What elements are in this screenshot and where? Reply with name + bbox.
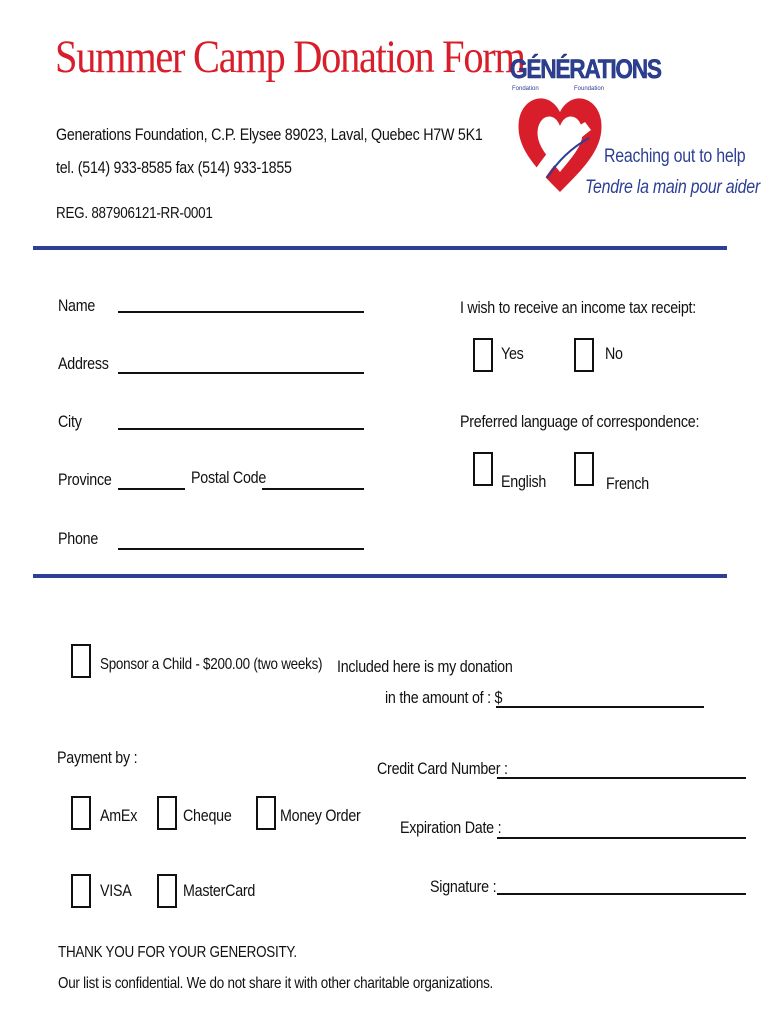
privacy-statement: Our list is confidential. We do not share it with other charitable organizations. <box>58 975 494 992</box>
donation-label-line2: in the amount of : $ <box>385 688 503 707</box>
visa-label: VISA <box>100 881 132 900</box>
city-field[interactable] <box>118 428 364 430</box>
receipt-no-checkbox[interactable] <box>574 338 594 372</box>
name-label: Name <box>58 296 96 315</box>
cheque-label: Cheque <box>183 806 232 825</box>
mastercard-label: MasterCard <box>183 881 256 900</box>
mastercard-checkbox[interactable] <box>157 874 177 908</box>
donation-amount-field[interactable] <box>496 706 704 708</box>
name-field[interactable] <box>118 311 364 313</box>
city-label: City <box>58 412 82 431</box>
logo-wordmark: GÉNÉRATIONS <box>510 54 661 84</box>
receipt-yes-label: Yes <box>501 344 524 363</box>
sponsor-child-label: Sponsor a Child - $200.00 (two weeks) <box>100 656 323 673</box>
slogan-french: Tendre la main pour aider <box>585 177 760 198</box>
language-question: Preferred language of correspondence: <box>460 412 700 431</box>
credit-card-field[interactable] <box>497 777 746 779</box>
logo-sub-right: Foundation <box>574 86 605 92</box>
money-order-label: Money Order <box>280 806 361 825</box>
donation-label-line1: Included here is my donation <box>337 657 513 676</box>
postal-code-label: Postal Code <box>191 468 267 487</box>
phone-fax: tel. (514) 933-8585 fax (514) 933-1855 <box>56 158 292 177</box>
foundation-address: Generations Foundation, C.P. Elysee 89023, Laval, Quebec H7W 5K1 <box>56 125 483 144</box>
amex-label: AmEx <box>100 806 138 825</box>
slogan-english: Reaching out to help <box>604 146 746 167</box>
postal-code-field[interactable] <box>262 488 364 490</box>
address-label: Address <box>58 354 109 373</box>
credit-card-label: Credit Card Number : <box>377 759 508 778</box>
amex-checkbox[interactable] <box>71 796 91 830</box>
expiration-label: Expiration Date : <box>400 818 502 837</box>
receipt-no-label: No <box>605 344 623 363</box>
expiration-field[interactable] <box>497 837 746 839</box>
signature-label: Signature : <box>430 877 497 896</box>
address-field[interactable] <box>118 372 364 374</box>
divider-top <box>33 246 727 250</box>
tax-receipt-question: I wish to receive an income tax receipt: <box>460 298 696 317</box>
cheque-checkbox[interactable] <box>157 796 177 830</box>
french-checkbox[interactable] <box>574 452 594 486</box>
province-label: Province <box>58 470 112 489</box>
english-checkbox[interactable] <box>473 452 493 486</box>
phone-label: Phone <box>58 529 99 548</box>
payment-by-label: Payment by : <box>57 748 138 767</box>
visa-checkbox[interactable] <box>71 874 91 908</box>
form-title: Summer Camp Donation Form <box>55 31 525 83</box>
signature-field[interactable] <box>497 893 746 895</box>
french-label: French <box>606 474 649 493</box>
province-field[interactable] <box>118 488 185 490</box>
phone-field[interactable] <box>118 548 364 550</box>
sponsor-child-checkbox[interactable] <box>71 644 91 678</box>
english-label: English <box>501 472 547 491</box>
receipt-yes-checkbox[interactable] <box>473 338 493 372</box>
money-order-checkbox[interactable] <box>256 796 276 830</box>
logo-sub-left: Fondation <box>512 86 539 92</box>
registration-number: REG. 887906121-RR-0001 <box>56 205 213 222</box>
divider-middle <box>33 574 727 578</box>
thank-you-text: THANK YOU FOR YOUR GENEROSITY. <box>58 944 297 961</box>
